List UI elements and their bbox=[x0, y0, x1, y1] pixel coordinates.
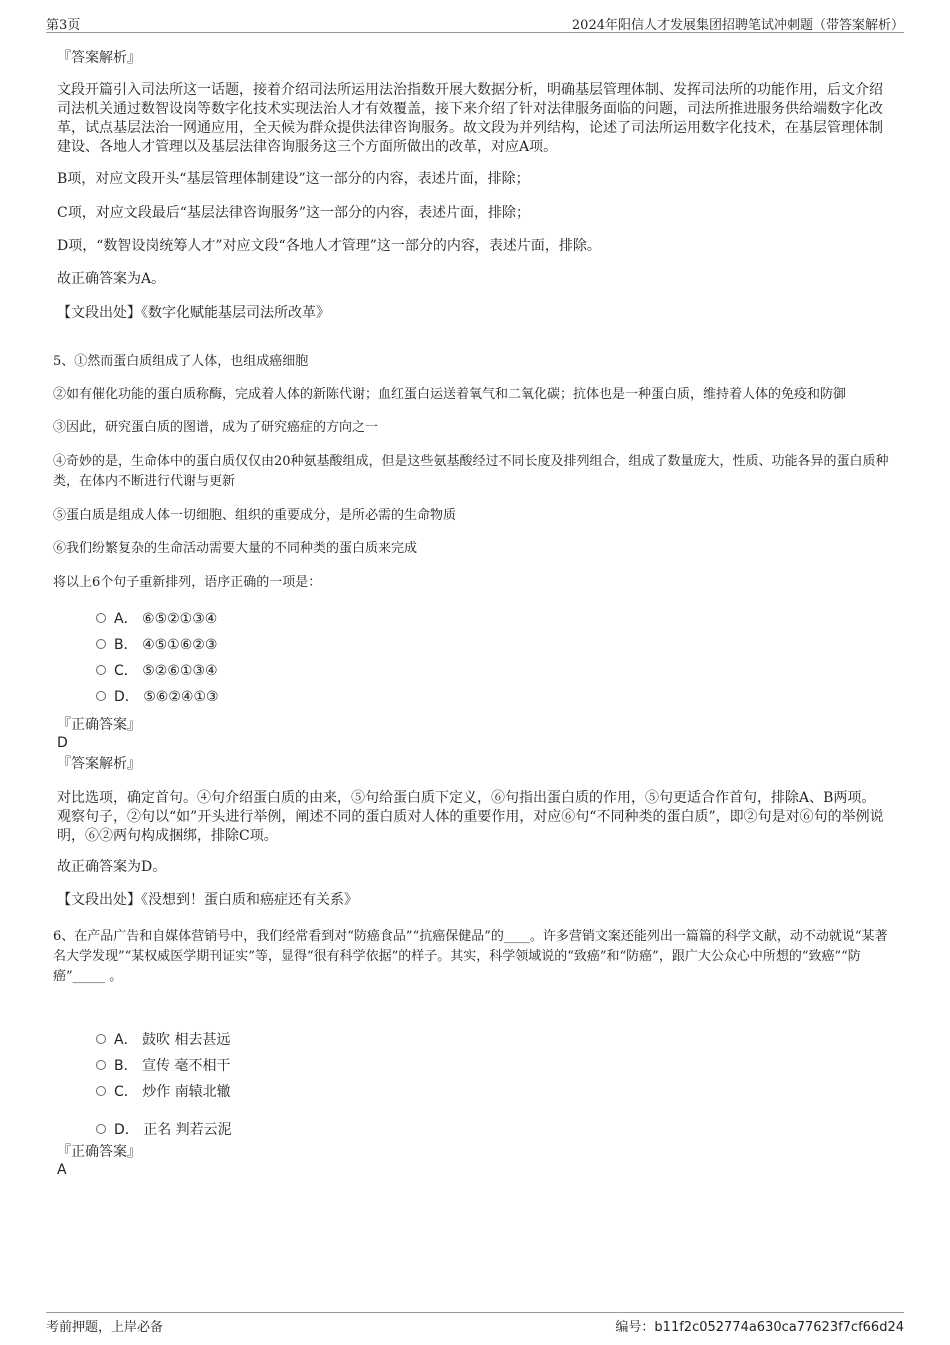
q6-stem: 6、在产品广告和自媒体营销号中，我们经常看到对“防癌食品”“抗癌保健品”的____。许多营销文案还能列出一篇篇的科学文献，动不动就说“某著名大学发现”“某权威医学期刊证实”等，显得“很有科学依据”的样子。其实，科学领域说的“致癌”和“防癌”，跟广大公众心中所想的“致癌”“防癌”_____ 。 bbox=[53, 929, 888, 984]
radio-button-icon[interactable] bbox=[96, 1124, 106, 1134]
q4-analysis-label: 『答案解析』 bbox=[57, 50, 141, 66]
radio-button-icon[interactable] bbox=[96, 691, 106, 701]
q5-conclusion: 故正确答案为D。 bbox=[57, 859, 167, 875]
radio-button-icon[interactable] bbox=[96, 613, 106, 623]
q5-option-c[interactable]: C． ⑤②⑥①③④ bbox=[96, 661, 218, 681]
q5-analysis-label: 『答案解析』 bbox=[57, 756, 141, 772]
q5-prompt: 将以上6个句子重新排列，语序正确的一项是： bbox=[53, 575, 322, 590]
q6-answer-value: A bbox=[57, 1162, 67, 1178]
q5-option-b[interactable]: B． ④⑤①⑥②③ bbox=[96, 635, 217, 655]
q6-option-d[interactable]: D． 正名 判若云泥 bbox=[96, 1120, 232, 1140]
q6-option-c[interactable]: C． 炒作 南辕北辙 bbox=[96, 1082, 231, 1102]
q6-answer-label: 『正确答案』 bbox=[57, 1144, 141, 1160]
radio-button-icon[interactable] bbox=[96, 1086, 106, 1096]
document-code: 编号：b11f2c052774a630ca77623f7cf66d24 bbox=[615, 1320, 904, 1335]
q5-answer-value: D bbox=[57, 735, 68, 751]
q5-option-d[interactable]: D． ⑤⑥②④①③ bbox=[96, 687, 219, 707]
q4-analysis-paragraph-3: C项，对应文段最后“基层法律咨询服务”这一部分的内容，表述片面，排除； bbox=[57, 205, 531, 221]
q5-sentence-5: ⑤蛋白质是组成人体一切细胞、组织的重要成分，是所必需的生命物质 bbox=[53, 508, 457, 523]
q4-analysis-paragraph-1: 文段开篇引入司法所这一话题，接着介绍司法所运用法治指数开展大数据分析，明确基层管理体制、发挥司法所的功能作用，后文介绍司法机关通过数智设岗等数字化技术实现法治人才有效覆盖，接下来介绍了针对法律服务面临的问题，司法所推进服务供给端数字化改革，试点基层法治一网通应用，全天候为群众提供法律咨询服务。故文段为并列结构，论述了司法所运用数字化技术，在基层管理体制建设、各地人才管理以及基层法律咨询服务这三个方面所做出的改革，对应A项。 bbox=[57, 82, 883, 155]
q4-analysis-paragraph-2: B项，对应文段开头“基层管理体制建设”这一部分的内容，表述片面，排除； bbox=[57, 171, 530, 187]
footer-slogan: 考前押题，上岸必备 bbox=[46, 1320, 164, 1335]
q5-source: 【文段出处】《没想到！蛋白质和癌症还有关系》 bbox=[57, 892, 358, 908]
q4-conclusion: 故正确答案为A。 bbox=[57, 271, 166, 287]
q5-analysis-paragraph: 对比选项，确定首句。④句介绍蛋白质的由来，⑤句给蛋白质下定义，⑥句指出蛋白质的作用，⑤句更适合作首句，排除A、B两项。观察句子，②句以“如”开头进行举例，阐述不同的蛋白质对人体的重要作用，对应⑥句“不同种类的蛋白质”，即②句是对⑥句的举例说明，⑥②两句构成捆绑，排除C项。 bbox=[57, 790, 884, 844]
document-title: 2024年阳信人才发展集团招聘笔试冲刺题（带答案解析） bbox=[571, 18, 904, 33]
radio-button-icon[interactable] bbox=[96, 639, 106, 649]
q5-sentence-3: ③因此，研究蛋白质的图谱，成为了研究癌症的方向之一 bbox=[53, 420, 379, 435]
radio-button-icon[interactable] bbox=[96, 1034, 106, 1044]
q5-sentence-6: ⑥我们纷繁复杂的生命活动需要大量的不同种类的蛋白质来完成 bbox=[53, 541, 418, 556]
q5-answer-label: 『正确答案』 bbox=[57, 717, 141, 733]
q5-sentence-1: 5、①然而蛋白质组成了人体，也组成癌细胞 bbox=[53, 354, 309, 369]
q6-option-a[interactable]: A． 鼓吹 相去甚远 bbox=[96, 1030, 230, 1050]
page-footer bbox=[46, 1312, 904, 1335]
q5-sentence-4: ④奇妙的是，生命体中的蛋白质仅仅由20种氨基酸组成，但是这些氨基酸经过不同长度及排列组合，组成了数量庞大，性质、功能各异的蛋白质种类，在体内不断进行代谢与更新 bbox=[53, 454, 889, 489]
radio-button-icon[interactable] bbox=[96, 665, 106, 675]
q4-source: 【文段出处】《数字化赋能基层司法所改革》 bbox=[57, 305, 330, 321]
q6-option-b[interactable]: B． 宣传 毫不相干 bbox=[96, 1056, 231, 1076]
q5-option-a[interactable]: A． ⑥⑤②①③④ bbox=[96, 609, 217, 629]
radio-button-icon[interactable] bbox=[96, 1060, 106, 1070]
page-header bbox=[46, 12, 904, 33]
page-number: 第3页 bbox=[46, 18, 81, 33]
q5-sentence-2: ②如有催化功能的蛋白质称酶，完成着人体的新陈代谢；血红蛋白运送着氧气和二氧化碳；抗体也是一种蛋白质，维持着人体的免疫和防御 bbox=[53, 387, 847, 402]
q4-analysis-paragraph-4: D项，“数智设岗统筹人才”对应文段“各地人才管理”这一部分的内容，表述片面，排除。 bbox=[57, 238, 601, 254]
